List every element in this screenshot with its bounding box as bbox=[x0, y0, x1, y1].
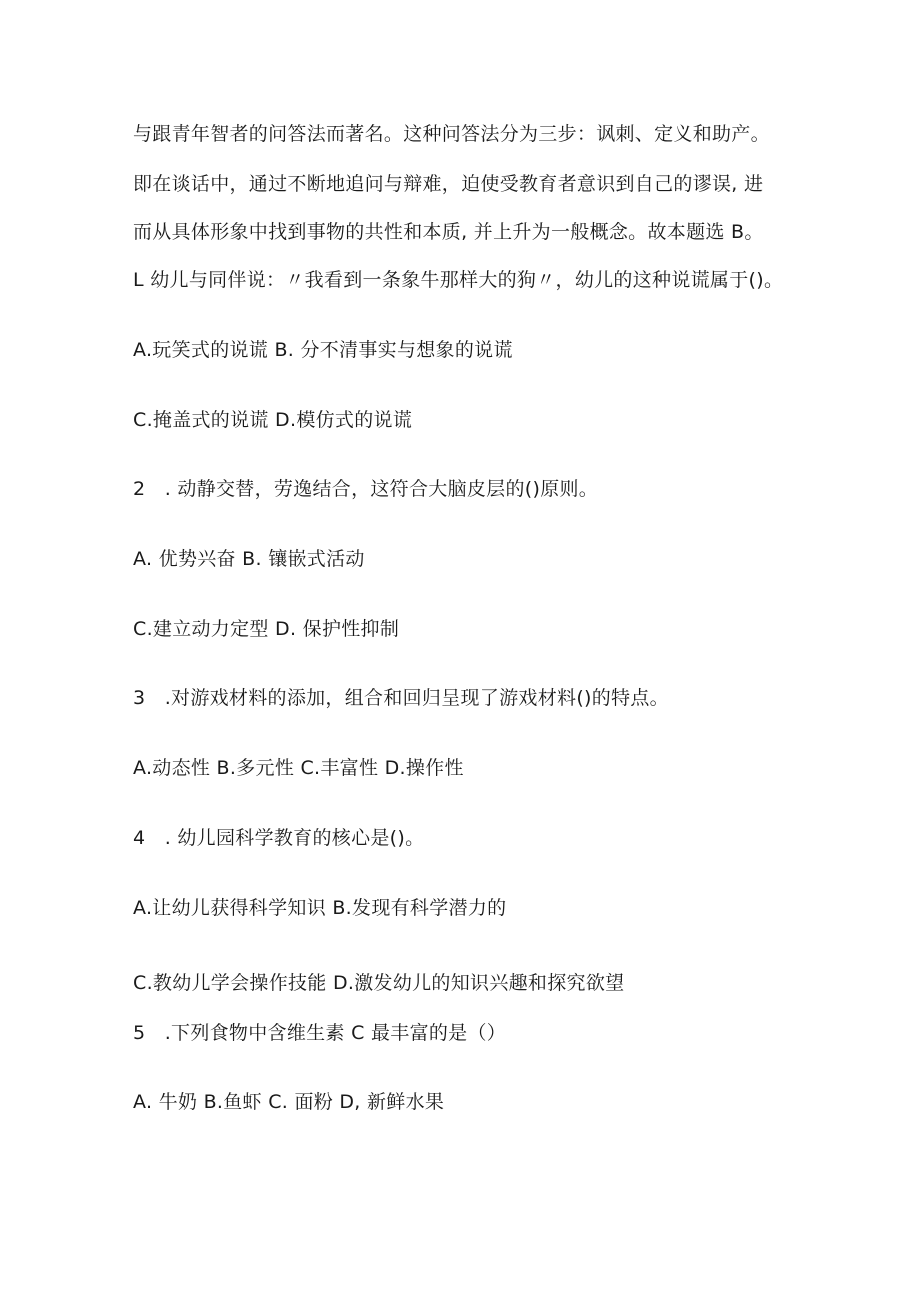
question-option: A. 牛奶 B.鱼虾 C. 面粉 D, 新鲜水果 bbox=[133, 1091, 445, 1113]
question-option: A.让幼儿获得科学知识 B.发现有科学潜力的 bbox=[133, 897, 507, 919]
question-option: C.掩盖式的说谎 D.模仿式的说谎 bbox=[133, 409, 413, 431]
question-stem: L 幼儿与同伴说：〃我看到一条象牛那样大的狗〃，幼儿的这种说谎属于()。 bbox=[133, 269, 784, 291]
paragraph-line: 即在谈话中，通过不断地追问与辩难，迫使受教育者意识到自己的谬误, 进 bbox=[133, 173, 764, 195]
question-option: A. 优势兴奋 B. 镶嵌式活动 bbox=[133, 548, 365, 570]
question-option: A.动态性 B.多元性 C.丰富性 D.操作性 bbox=[133, 757, 464, 779]
paragraph-line: 而从具体形象中找到事物的共性和本质, 并上升为一般概念。故本题选 B。 bbox=[133, 221, 764, 243]
question-stem: 4 . 幼儿园科学教育的核心是()。 bbox=[133, 827, 425, 849]
question-stem: 2 . 动静交替，劳逸结合，这符合大脑皮层的()原则。 bbox=[133, 478, 599, 500]
question-option: C.建立动力定型 D. 保护性抑制 bbox=[133, 618, 400, 640]
question-stem: 3 .对游戏材料的添加，组合和回归呈现了游戏材料()的特点。 bbox=[133, 687, 669, 709]
question-option: C.教幼儿学会操作技能 D.激发幼儿的知识兴趣和探究欲望 bbox=[133, 972, 625, 994]
question-option: A.玩笑式的说谎 B. 分不清事实与想象的说谎 bbox=[133, 339, 513, 361]
question-stem: 5 .下列食物中含维生素 C 最丰富的是（） bbox=[133, 1022, 507, 1044]
paragraph-line: 与跟青年智者的问答法而著名。这种问答法分为三步：讽刺、定义和助产。 bbox=[133, 123, 770, 145]
